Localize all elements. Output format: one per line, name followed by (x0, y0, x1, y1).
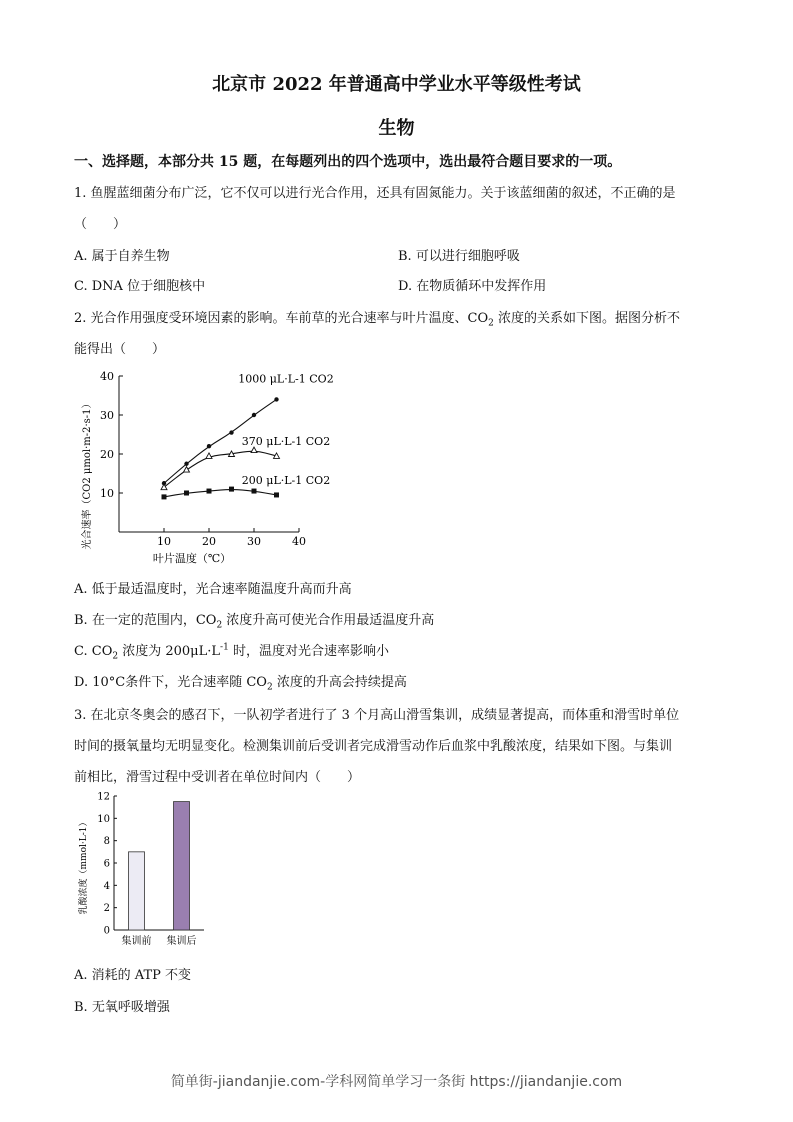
q2-stem-line1: 2. 光合作用强度受环境因素的影响。车前草的光合速率与叶片温度、$CO_2$ 浓度的关系如下图。据图分析不 (74, 311, 681, 329)
chart1-point (162, 494, 167, 499)
chart2-y-tick-label: 8 (103, 836, 110, 848)
chart1-point (252, 489, 257, 494)
q3-stem-line2: 时间的摄氧量均无明显变化。检测集训前后受训者完成滑雪动作后血浆中乳酸浓度，结果如下图。与集训 (74, 739, 673, 754)
chart1-x-tick-label: 30 (247, 535, 261, 548)
footer-watermark: 简单街-jiandanjie.com-学科网简单学习一条街 https://jiandanjie.com (170, 1074, 623, 1090)
chart1-point (229, 487, 234, 492)
chart2-y-tick-label: 12 (97, 791, 110, 803)
q3-stem-line1: 3. 在北京冬奥会的感召下，一队初学者进行了 3 个月高山滑雪集训，成绩显著提高，而体重和滑雪时单位 (74, 708, 680, 723)
q1-stem-line1: 1. 鱼腥蓝细菌分布广泛，它不仅可以进行光合作用，还具有固氮能力。关于该蓝细菌的叙述，不正确的是 (74, 186, 676, 201)
chart1-point (206, 453, 212, 459)
q2-option-d: D. 10°C条件下，光合速率随 $CO_2$ 浓度的升高会持续提高 (74, 675, 407, 693)
chart2-y-tick-label: 0 (103, 925, 110, 937)
q2-option-b: B. 在一定的范围内，$CO_2$ 浓度升高可使光合作用最适温度升高 (74, 613, 435, 631)
chart1-point (274, 397, 278, 401)
chart1-point (207, 444, 211, 448)
chart2-y-axis-label: 乳酸浓度（mmol·L-1） (79, 817, 89, 915)
subject-title: 生物 (378, 118, 415, 139)
chart2-y-tick-label: 2 (103, 903, 110, 915)
lactate-bar-chart (74, 786, 214, 954)
chart2-category-label: 集训后 (166, 936, 197, 947)
photosynthesis-line-chart (74, 366, 334, 566)
chart1-point (229, 430, 233, 434)
chart1-point (274, 492, 279, 497)
chart1-series-label: 370 μL·L-1 CO2 (241, 434, 331, 448)
chart1-y-tick-label: 20 (100, 448, 114, 461)
q1-option-c: C. DNA 位于细胞核中 (74, 279, 206, 294)
exam-title: 北京市 2022 年普通高中学业水平等级性考试 (212, 74, 581, 95)
chart1-series-line (164, 490, 277, 497)
chart1-point (184, 462, 188, 466)
chart1-y-axis-label: 光合速率（CO2 μmol·m-2·s-1） (82, 398, 93, 550)
q2-option-a: A. 低于最适温度时，光合速率随温度升高而升高 (74, 582, 352, 597)
chart1-point (184, 467, 190, 473)
chart2-bar (129, 852, 145, 930)
chart2-axes (114, 796, 204, 930)
section-heading: 一、选择题，本部分共 15 题，在每题列出的四个选项中，选出最符合题目要求的一项。 (74, 154, 622, 170)
q1-option-d: D. 在物质循环中发挥作用 (398, 279, 547, 294)
q3-stem-line3: 前相比，滑雪过程中受训者在单位时间内（ ） (74, 770, 361, 785)
chart1-x-axis-label: 叶片温度（℃） (152, 552, 232, 565)
q1-stem-line2: （ ） (74, 217, 127, 232)
chart2-y-tick-label: 10 (97, 813, 110, 825)
chart1-series (161, 372, 334, 499)
chart2-y-tick-label: 6 (103, 858, 110, 870)
chart1-y-tick-label: 30 (100, 409, 114, 422)
q2-option-c: C. $CO_2$ 浓度为 $200\mu L\cdot L^{-1}$ 时，温度对光合速率影响小 (74, 642, 389, 662)
chart1-point (252, 413, 256, 417)
chart1-x-tick-label: 10 (157, 535, 171, 548)
chart2-category-label: 集训前 (121, 936, 152, 947)
chart2-y-tick-label: 4 (103, 880, 110, 892)
chart1-point (184, 491, 189, 496)
chart1-series-label: 200 μL·L-1 CO2 (241, 473, 331, 487)
q1-option-a: A. 属于自养生物 (74, 249, 170, 264)
chart1-ticks (100, 370, 306, 548)
chart2-bar (174, 802, 190, 930)
chart1-y-tick-label: 10 (100, 487, 114, 500)
chart1-point (207, 489, 212, 494)
q3-option-a: A. 消耗的 ATP 不变 (74, 968, 192, 983)
chart1-y-tick-label: 40 (100, 370, 114, 383)
q3-option-b: B. 无氧呼吸增强 (74, 1000, 170, 1015)
chart2-bars (122, 802, 197, 947)
chart1-x-tick-label: 20 (202, 535, 216, 548)
q1-option-b: B. 可以进行细胞呼吸 (398, 249, 520, 264)
chart1-x-tick-label: 40 (292, 535, 306, 548)
chart1-series-label: 1000 μL·L-1 CO2 (238, 372, 334, 386)
q2-stem-line2: 能得出（ ） (74, 342, 166, 357)
